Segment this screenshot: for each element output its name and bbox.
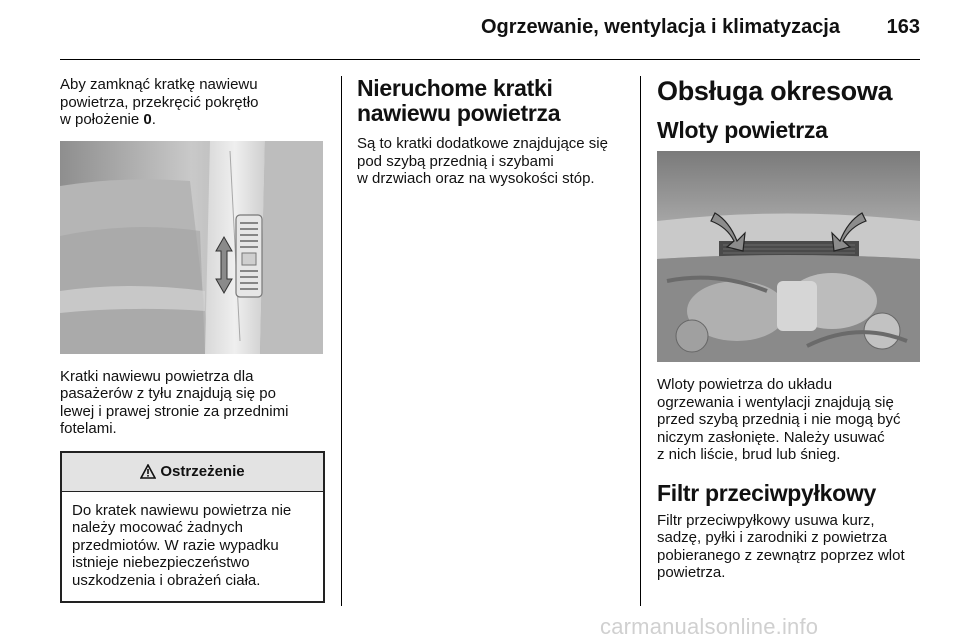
text-line: pasażerów z tyłu znajdują się po <box>60 385 276 402</box>
warning-box <box>60 451 325 604</box>
text-line: przedmiotów. W razie wypadku <box>72 536 279 554</box>
column-divider <box>341 76 342 606</box>
vent-caption <box>60 368 325 438</box>
text-line: przed szybą przednią i nie mogą być <box>657 411 901 428</box>
warning-text <box>72 502 313 590</box>
text-line: uszkodzenia i obrażeń ciała. <box>72 571 261 589</box>
warning-title: Ostrzeżenie <box>160 463 245 480</box>
section-heading-fixed-vents <box>357 76 627 126</box>
column-divider <box>640 76 641 606</box>
text-line: . <box>151 111 156 128</box>
warning-body <box>62 492 323 602</box>
text-line: sadzę, pyłki i zarodniki z powietrza <box>657 529 888 546</box>
heading-line: Nieruchome kratki <box>357 75 553 101</box>
subheading-air-inlets: Wloty powietrza <box>657 117 828 143</box>
text-line: Aby zamknąć kratkę nawiewu <box>60 76 258 93</box>
intro-paragraph <box>60 76 325 129</box>
text-line: należy mocować żadnych <box>72 519 243 536</box>
text-line: powietrza, przekręcić pokrętło <box>60 93 259 111</box>
text-line: istnieje niebezpieczeństwo <box>72 554 250 571</box>
header-rule <box>60 59 920 60</box>
text-line: lewej i prawej stronie za przednimi <box>60 402 289 420</box>
heading-line: nawiewu powietrza <box>357 100 561 126</box>
text-line: Są to kratki dodatkowe znajdujące się <box>357 135 608 152</box>
text-line: Kratki nawiewu powietrza dla <box>60 367 254 385</box>
warning-header <box>62 453 323 492</box>
text-line: pobieranego z zewnątrz poprzez wlot <box>657 546 905 564</box>
right-column <box>657 76 922 582</box>
text-line: Wloty powietrza do układu <box>657 376 833 393</box>
text-line: powietrza. <box>657 564 726 581</box>
page-header-title: Ogrzewanie, wentylacja i klimatyzacja <box>480 16 840 38</box>
text-line: fotelami. <box>60 420 117 437</box>
engine-bay-figure <box>657 151 920 362</box>
text-line: z nich liście, brud lub śnieg. <box>657 446 841 463</box>
text-line: w położenie <box>60 111 144 128</box>
middle-column <box>357 76 627 188</box>
fixed-vents-text <box>357 135 627 188</box>
left-column <box>60 76 325 603</box>
warning-triangle-icon <box>140 464 156 479</box>
rear-vent-figure <box>60 141 323 354</box>
position-zero-label: 0 <box>143 111 152 128</box>
pollen-filter-text <box>657 512 922 582</box>
text-line: niczym zasłonięte. Należy usuwać <box>657 428 885 446</box>
page-number: 163 <box>886 16 920 38</box>
text-line: w drzwiach oraz na wysokości stóp. <box>357 170 595 187</box>
air-inlets-text <box>657 376 922 464</box>
watermark: carmanualsonline.info <box>600 614 819 639</box>
text-line: Filtr przeciwpyłkowy usuwa kurz, <box>657 511 875 529</box>
subheading-pollen-filter: Filtr przeciwpyłkowy <box>657 479 876 506</box>
text-line: ogrzewania i wentylacji znajdują się <box>657 393 894 411</box>
text-line: pod szybą przednią i szybami <box>357 152 554 170</box>
section-heading-maintenance: Obsługa okresowa <box>657 76 893 106</box>
text-line: Do kratek nawiewu powietrza nie <box>72 501 292 519</box>
